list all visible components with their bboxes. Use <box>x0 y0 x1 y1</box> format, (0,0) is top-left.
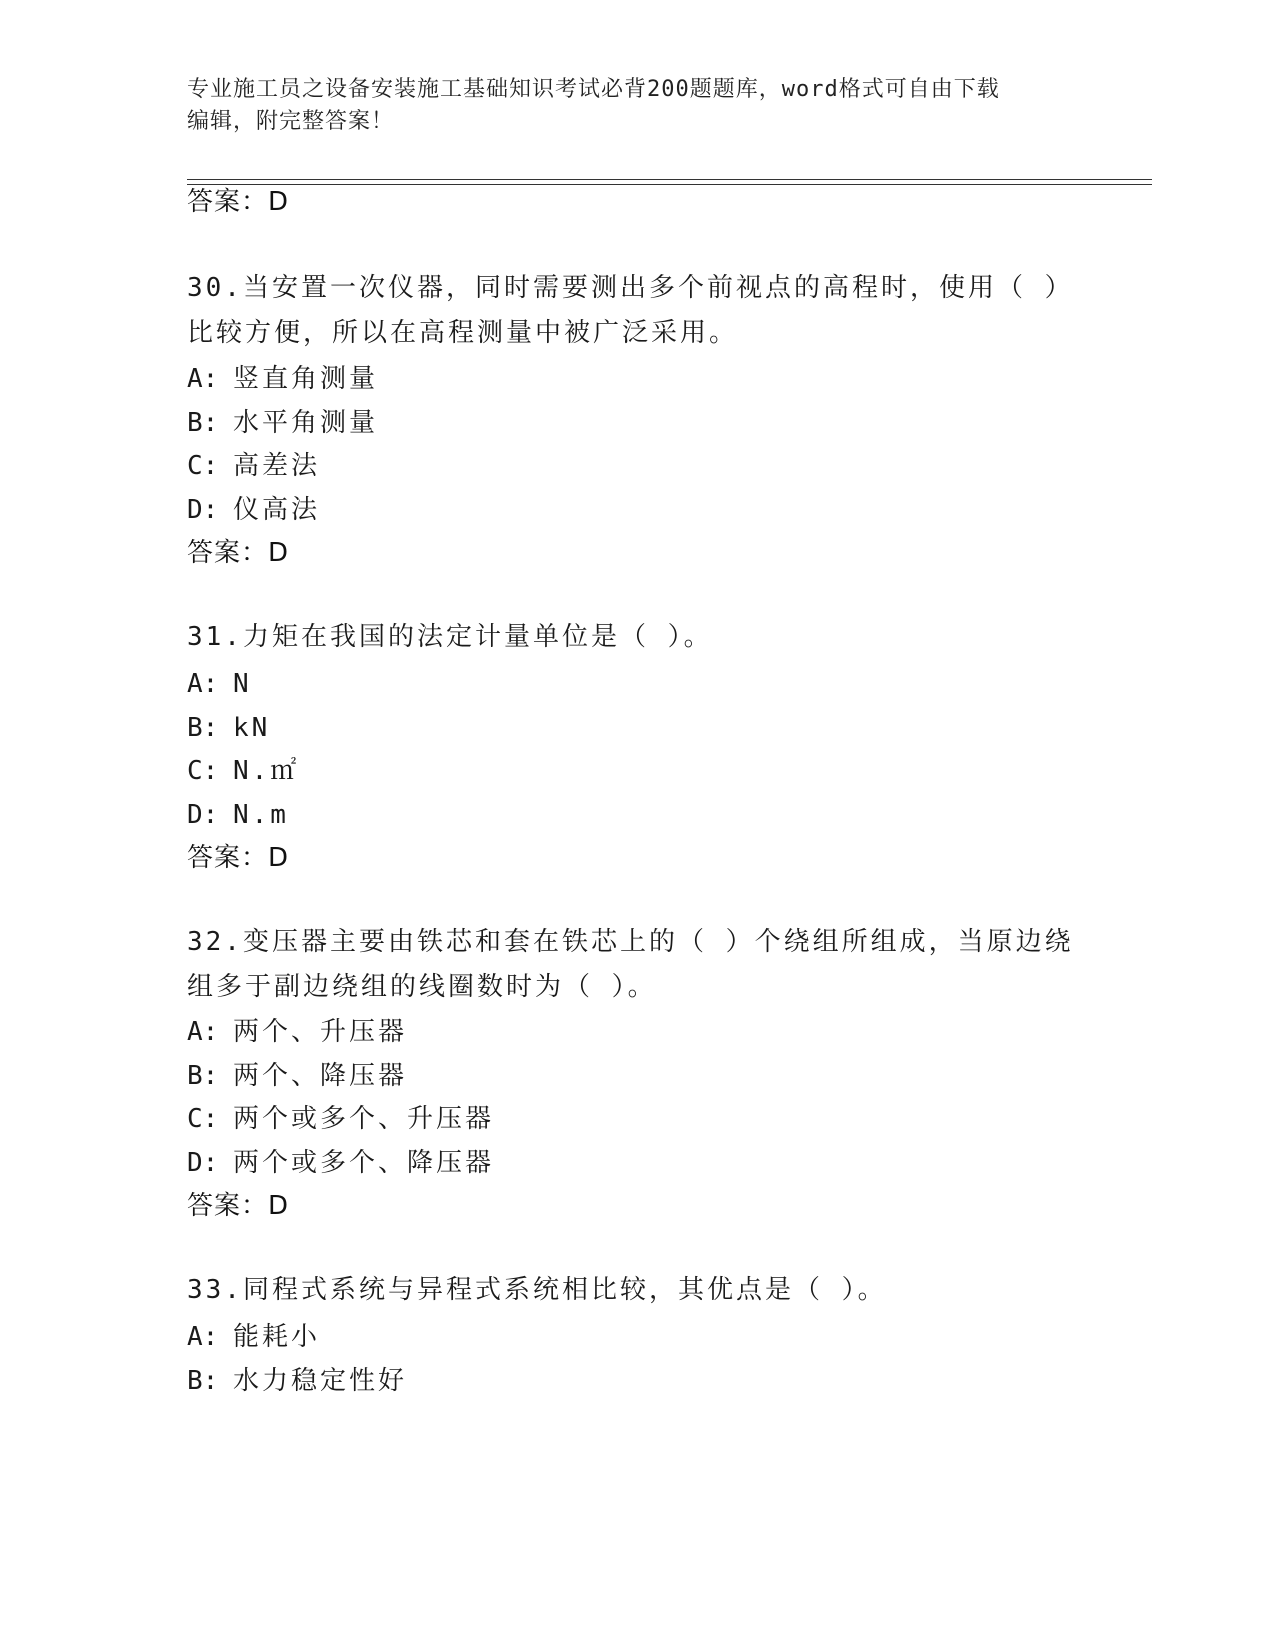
answer-value: D <box>268 538 289 568</box>
answer-label: 答案： <box>187 843 269 873</box>
header-title-line-1: 专业施工员之设备安装施工基础知识考试必背200题题库，word格式可自由下载 <box>187 77 1000 102</box>
option-key: C: <box>187 451 219 481</box>
question-31-option-c <box>187 754 299 788</box>
option-text: 竖直角测量 <box>233 364 379 394</box>
question-30-option-a <box>187 362 378 396</box>
header-divider-bottom <box>187 184 1152 185</box>
answer-label: 答案： <box>187 538 269 568</box>
option-key: A: <box>187 1017 219 1047</box>
option-text: N <box>233 669 252 699</box>
option-key: D: <box>187 800 219 830</box>
option-key: B: <box>187 713 219 743</box>
option-text: 两个、升压器 <box>233 1017 408 1047</box>
answer-label: 答案： <box>187 187 269 217</box>
option-key: D: <box>187 495 219 525</box>
question-31-option-b <box>187 711 270 745</box>
question-33-option-a <box>187 1320 320 1354</box>
question-32-text <box>187 920 1074 1010</box>
header-divider-top <box>187 179 1152 180</box>
option-key: C: <box>187 756 219 786</box>
question-32-option-a <box>187 1015 407 1049</box>
question-30-line-2: 比较方便，所以在高程测量中被广泛采用。 <box>187 318 739 348</box>
option-text: 两个或多个、降压器 <box>233 1148 495 1178</box>
question-31-option-a <box>187 667 252 701</box>
option-text: 水力稳定性好 <box>233 1366 408 1396</box>
question-32-option-b <box>187 1059 407 1093</box>
option-key: A: <box>187 1322 219 1352</box>
header-title-line-2: 编辑，附完整答案！ <box>187 109 395 134</box>
question-32-line-2: 组多于副边绕组的线圈数时为（ ）。 <box>187 972 657 1002</box>
question-31-answer <box>187 841 288 875</box>
question-31-line-1: 31.力矩在我国的法定计量单位是（ ）。 <box>187 622 713 652</box>
option-text: 两个、降压器 <box>233 1061 408 1091</box>
question-32-option-d <box>187 1146 494 1180</box>
question-33-line-1: 33.同程式系统与异程式系统相比较，其优点是（ ）。 <box>187 1275 887 1305</box>
option-key: B: <box>187 408 219 438</box>
question-31-option-d <box>187 798 289 832</box>
question-31-text <box>187 615 713 660</box>
answer-value: D <box>268 187 289 217</box>
question-33-text <box>187 1268 887 1313</box>
option-key: B: <box>187 1366 219 1396</box>
question-30-option-d <box>187 493 320 527</box>
option-text: N.m <box>233 800 289 830</box>
question-30-line-1: 30.当安置一次仪器，同时需要测出多个前视点的高程时，使用（ ） <box>187 273 1074 303</box>
option-text: 仪高法 <box>233 495 321 525</box>
page-header <box>187 74 1087 138</box>
question-30-option-b <box>187 406 378 440</box>
option-text: 高差法 <box>233 451 321 481</box>
question-32-line-1: 32.变压器主要由铁芯和套在铁芯上的（ ）个绕组所组成，当原边绕 <box>187 927 1074 957</box>
answer-label: 答案： <box>187 1191 269 1221</box>
question-30-text <box>187 266 1074 356</box>
answer-value: D <box>268 1191 289 1221</box>
option-text: 能耗小 <box>233 1322 321 1352</box>
option-key: A: <box>187 669 219 699</box>
option-text: 两个或多个、升压器 <box>233 1104 495 1134</box>
option-text: kN <box>233 713 271 743</box>
question-30-option-c <box>187 449 320 483</box>
option-key: D: <box>187 1148 219 1178</box>
option-text: 水平角测量 <box>233 408 379 438</box>
question-32-option-c <box>187 1102 494 1136</box>
option-key: A: <box>187 364 219 394</box>
option-text: N.㎡ <box>233 756 300 786</box>
answer-value: D <box>268 843 289 873</box>
question-30-answer <box>187 536 288 570</box>
option-key: B: <box>187 1061 219 1091</box>
answer-line <box>187 185 288 219</box>
question-33-option-b <box>187 1364 407 1398</box>
question-32-answer <box>187 1189 288 1223</box>
option-key: C: <box>187 1104 219 1134</box>
